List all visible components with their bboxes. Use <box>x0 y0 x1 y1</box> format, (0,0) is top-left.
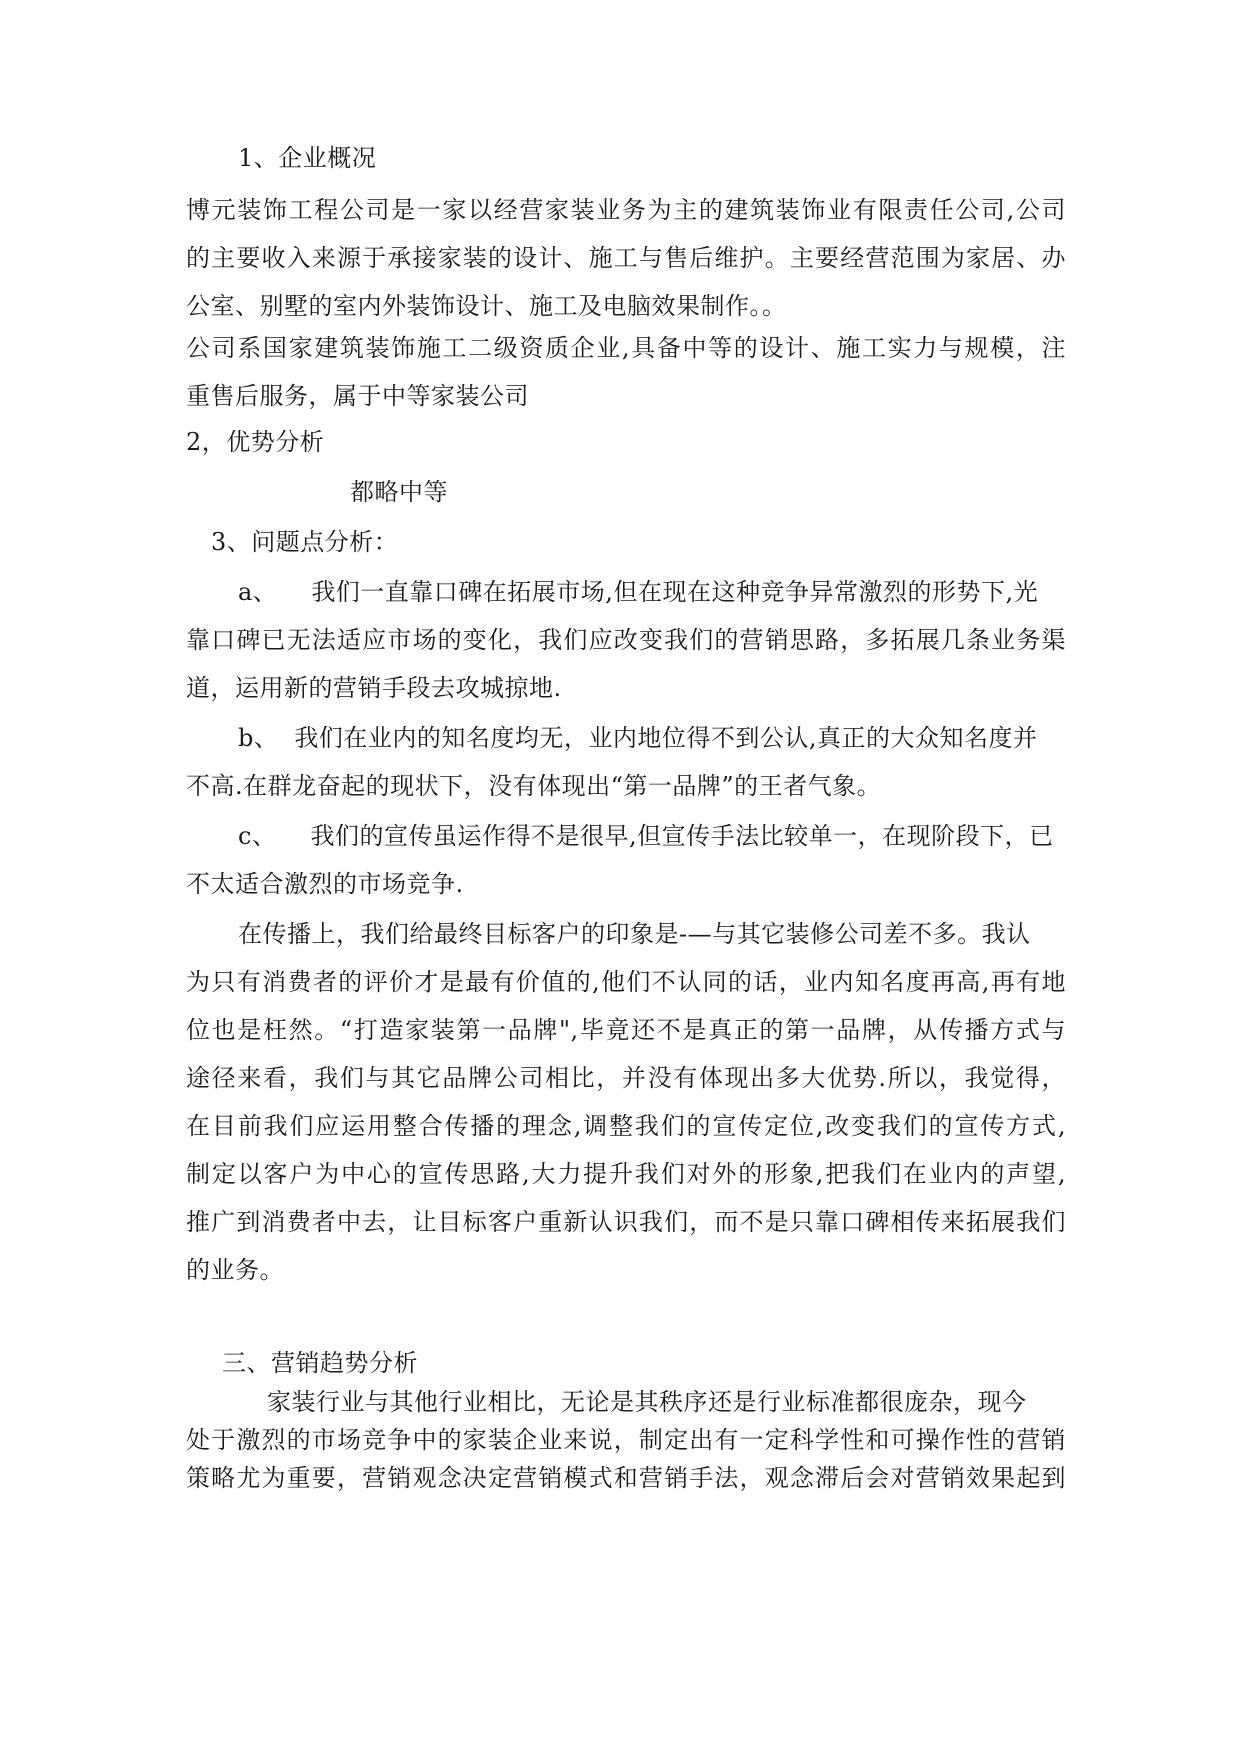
paragraph-line: 推广到消费者中去，让目标客户重新认识我们，而不是只靠口碑相传来拓展我们 <box>186 1208 1066 1236</box>
list-item-a-line <box>238 580 1064 604</box>
list-item-b-line <box>238 726 1064 750</box>
heading-company-overview: 1、企业概况 <box>238 144 377 172</box>
paragraph-line: 博元装饰工程公司是一家以经营家装业务为主的建筑装饰业有限责任公司,公司 <box>186 196 1066 224</box>
paragraph-line: 在目前我们应运用整合传播的理念,调整我们的宣传定位,改变我们的宣传方式, <box>186 1112 1066 1140</box>
centered-note: 都略中等 <box>350 478 448 506</box>
paragraph-line: 家装行业与其他行业相比，无论是其秩序还是行业标准都很庞杂，现今 <box>267 1388 1027 1416</box>
paragraph-line: 公室、别墅的室内外装饰设计、施工及电脑效果制作。。 <box>186 292 787 320</box>
list-item-c-text: 我们的宣传虽运作得不是很早,但宣传手法比较单一，在现阶段下，已 <box>310 822 1054 850</box>
paragraph-line: 位也是枉然。“打造家装第一品牌",毕竟还不是真正的第一品牌，从传播方式与 <box>186 1016 1066 1044</box>
paragraph-line: 处于激烈的市场竞争中的家装企业来说，制定出有一定科学性和可操作性的营销 <box>186 1426 1066 1454</box>
paragraph-line: 重售后服务，属于中等家装公司 <box>186 382 529 410</box>
list-marker-a: a、 <box>238 578 278 606</box>
heading-problem-analysis: 3、问题点分析： <box>211 528 399 556</box>
paragraph-line: 为只有消费者的评价才是最有价值的,他们不认同的话，业内知名度再高,再有地 <box>186 968 1066 996</box>
paragraph-line: 策略尤为重要，营销观念决定营销模式和营销手法，观念滞后会对营销效果起到 <box>186 1464 1066 1492</box>
list-item-a-text: 我们一直靠口碑在拓展市场,但在现在这种竞争异常激烈的形势下,光 <box>311 578 1039 606</box>
paragraph-line: 道，运用新的营销手段去攻城掠地. <box>186 674 562 702</box>
list-item-b-text: 我们在业内的知名度均无，业内地位得不到公认,真正的大众知名度并 <box>294 724 1038 752</box>
paragraph-line: 的主要收入来源于承接家装的设计、施工与售后维护。主要经营范围为家居、办 <box>186 244 1066 272</box>
paragraph-line: 不太适合激烈的市场竞争. <box>186 870 464 898</box>
paragraph-line: 途径来看，我们与其它品牌公司相比，并没有体现出多大优势.所以，我觉得， <box>186 1064 1066 1092</box>
list-marker-b: b、 <box>238 724 279 752</box>
heading-advantage-analysis: 2，优势分析 <box>186 428 325 456</box>
paragraph-line: 的业务。 <box>186 1256 284 1284</box>
paragraph-line: 在传播上，我们给最终目标客户的印象是-—与其它装修公司差不多。我认 <box>238 920 1031 948</box>
paragraph-line: 制定以客户为中心的宣传思路,大力提升我们对外的形象,把我们在业内的声望, <box>186 1160 1066 1188</box>
paragraph-line: 公司系国家建筑装饰施工二级资质企业,具备中等的设计、施工实力与规模，注 <box>186 334 1066 362</box>
paragraph-line: 不高.在群龙奋起的现状下，没有体现出“第一品牌”的王者气象。 <box>186 772 882 800</box>
paragraph-line: 靠口碑已无法适应市场的变化，我们应改变我们的营销思路，多拓展几条业务渠 <box>186 626 1066 654</box>
list-item-c-line <box>238 824 1064 848</box>
list-marker-c: c、 <box>238 822 277 850</box>
heading-marketing-trends: 三、营销趋势分析 <box>222 1349 418 1377</box>
